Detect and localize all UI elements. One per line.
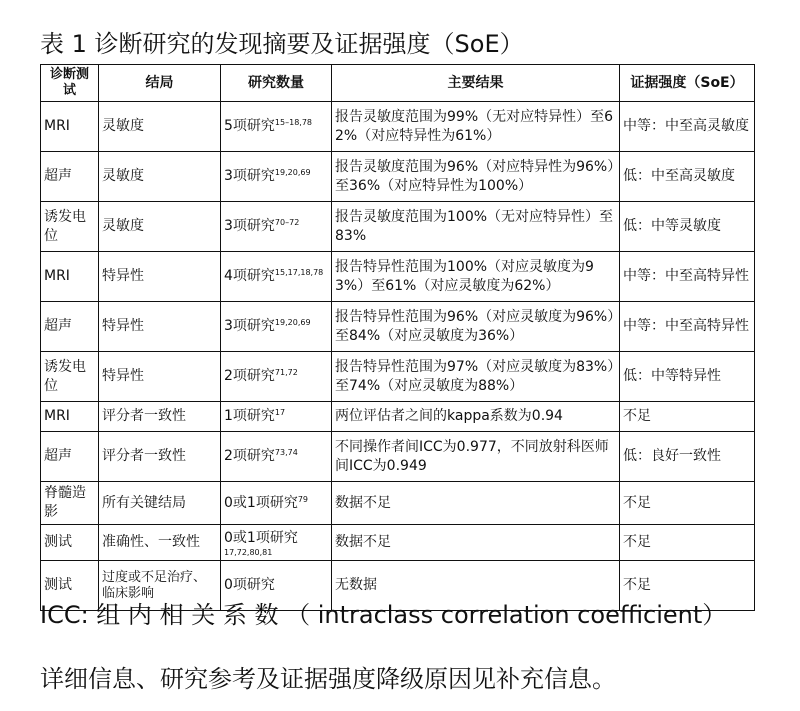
studies-count: 3项研究: [224, 168, 275, 184]
studies-count: 0或1项研究: [224, 494, 298, 511]
cell-studies: [221, 482, 332, 525]
table-row: [41, 102, 755, 152]
cell-test: 超声: [41, 152, 99, 202]
study-refs: 19,20,69: [274, 168, 311, 177]
soe-table: [40, 64, 755, 611]
cell-studies: [221, 302, 332, 352]
cell-studies: [221, 102, 332, 152]
cell-test: 诱发电位: [41, 352, 99, 402]
cell-outcome: 特异性: [99, 252, 221, 302]
study-refs: 70–72: [274, 218, 300, 227]
studies-count: 4项研究: [224, 268, 275, 284]
table-row: [41, 402, 755, 432]
studies-count: 3项研究: [224, 318, 275, 334]
cell-studies: [221, 202, 332, 252]
cell-studies: [221, 432, 332, 482]
cell-studies: [221, 352, 332, 402]
cell-result: 报告灵敏度范围为100%（无对应特异性）至83%: [332, 202, 620, 252]
study-refs: 17,72,80,81: [224, 547, 273, 557]
table-row: [41, 202, 755, 252]
cell-studies: [221, 152, 332, 202]
header-outcome: 结局: [99, 65, 221, 102]
cell-studies: [221, 402, 332, 432]
cell-test: 测试: [41, 561, 99, 611]
cell-result: 报告特异性范围为97%（对应灵敏度为83%）至74%（对应灵敏度为88%）: [332, 352, 620, 402]
cell-soe: 低：中至高灵敏度: [620, 152, 755, 202]
cell-outcome: 所有关键结局: [99, 482, 221, 525]
cell-outcome: 过度或不足治疗、临床影响: [99, 561, 221, 611]
cell-soe: 低：良好一致性: [620, 432, 755, 482]
cell-soe: 低：中等灵敏度: [620, 202, 755, 252]
cell-soe: 不足: [620, 561, 755, 611]
table-row: [41, 302, 755, 352]
table-row: [41, 525, 755, 561]
footnote-icc: ICC: 组 内 相 关 系 数 （ intraclass correlation coefficient）: [40, 601, 727, 629]
cell-soe: 不足: [620, 482, 755, 525]
table-row: [41, 432, 755, 482]
table-header-row: [41, 65, 755, 102]
cell-result: 报告特异性范围为96%（对应灵敏度为96%）至84%（对应灵敏度为36%）: [332, 302, 620, 352]
header-soe: 证据强度（SoE）: [620, 65, 755, 102]
header-studies: 研究数量: [221, 65, 332, 102]
table-caption: 表 1 诊断研究的发现摘要及证据强度（SoE）: [40, 30, 524, 58]
study-refs: 71,72: [274, 368, 298, 377]
table-row: [41, 352, 755, 402]
cell-test: MRI: [41, 402, 99, 432]
table-row: [41, 482, 755, 525]
cell-test: 超声: [41, 302, 99, 352]
table-row: [41, 152, 755, 202]
cell-studies: [221, 525, 332, 561]
cell-outcome: 灵敏度: [99, 152, 221, 202]
cell-outcome: 灵敏度: [99, 102, 221, 152]
cell-result: 报告灵敏度范围为96%（对应特异性为96%）至36%（对应特异性为100%）: [332, 152, 620, 202]
cell-studies: [221, 252, 332, 302]
cell-result: 无数据: [332, 561, 620, 611]
cell-outcome: 特异性: [99, 302, 221, 352]
cell-result: 报告灵敏度范围为99%（无对应特异性）至62%（对应特异性为61%）: [332, 102, 620, 152]
cell-outcome: 评分者一致性: [99, 402, 221, 432]
studies-count: 2项研究: [224, 448, 275, 464]
cell-test: MRI: [41, 102, 99, 152]
header-test: 诊断测试: [41, 65, 99, 102]
footnote-details: 详细信息、研究参考及证据强度降级原因见补充信息。: [40, 665, 616, 693]
cell-test: 测试: [41, 525, 99, 561]
cell-result: 不同操作者间ICC为0.977，不同放射科医师间ICC为0.949: [332, 432, 620, 482]
cell-soe: 低：中等特异性: [620, 352, 755, 402]
cell-outcome: 特异性: [99, 352, 221, 402]
studies-count: 5项研究: [224, 118, 275, 134]
studies-count: 1项研究: [224, 408, 275, 424]
cell-test: 脊髓造影: [41, 482, 99, 525]
study-refs: 17: [274, 408, 286, 417]
cell-result: 数据不足: [332, 482, 620, 525]
table-row: [41, 252, 755, 302]
cell-test: MRI: [41, 252, 99, 302]
cell-result: 报告特异性范围为100%（对应灵敏度为93%）至61%（对应灵敏度为62%）: [332, 252, 620, 302]
studies-count: 0项研究: [224, 577, 275, 593]
cell-test: 超声: [41, 432, 99, 482]
cell-outcome: 评分者一致性: [99, 432, 221, 482]
cell-test: 诱发电位: [41, 202, 99, 252]
cell-outcome: 准确性、一致性: [99, 525, 221, 561]
header-result: 主要结果: [332, 65, 620, 102]
cell-outcome: 灵敏度: [99, 202, 221, 252]
study-refs: 15,17,18,78: [274, 268, 324, 277]
studies-count: 3项研究: [224, 218, 275, 234]
studies-count: 2项研究: [224, 368, 275, 384]
study-refs: 19,20,69: [274, 318, 311, 327]
cell-soe: 不足: [620, 525, 755, 561]
cell-soe: 中等：中至高灵敏度: [620, 102, 755, 152]
cell-soe: 不足: [620, 402, 755, 432]
cell-result: 两位评估者之间的kappa系数为0.94: [332, 402, 620, 432]
study-refs: 73,74: [274, 448, 298, 457]
studies-count: 0或1项研究: [224, 529, 298, 546]
cell-result: 数据不足: [332, 525, 620, 561]
study-refs: 15–18,78: [274, 118, 313, 127]
cell-soe: 中等：中至高特异性: [620, 252, 755, 302]
study-refs: 79: [297, 494, 309, 504]
cell-soe: 中等：中至高特异性: [620, 302, 755, 352]
